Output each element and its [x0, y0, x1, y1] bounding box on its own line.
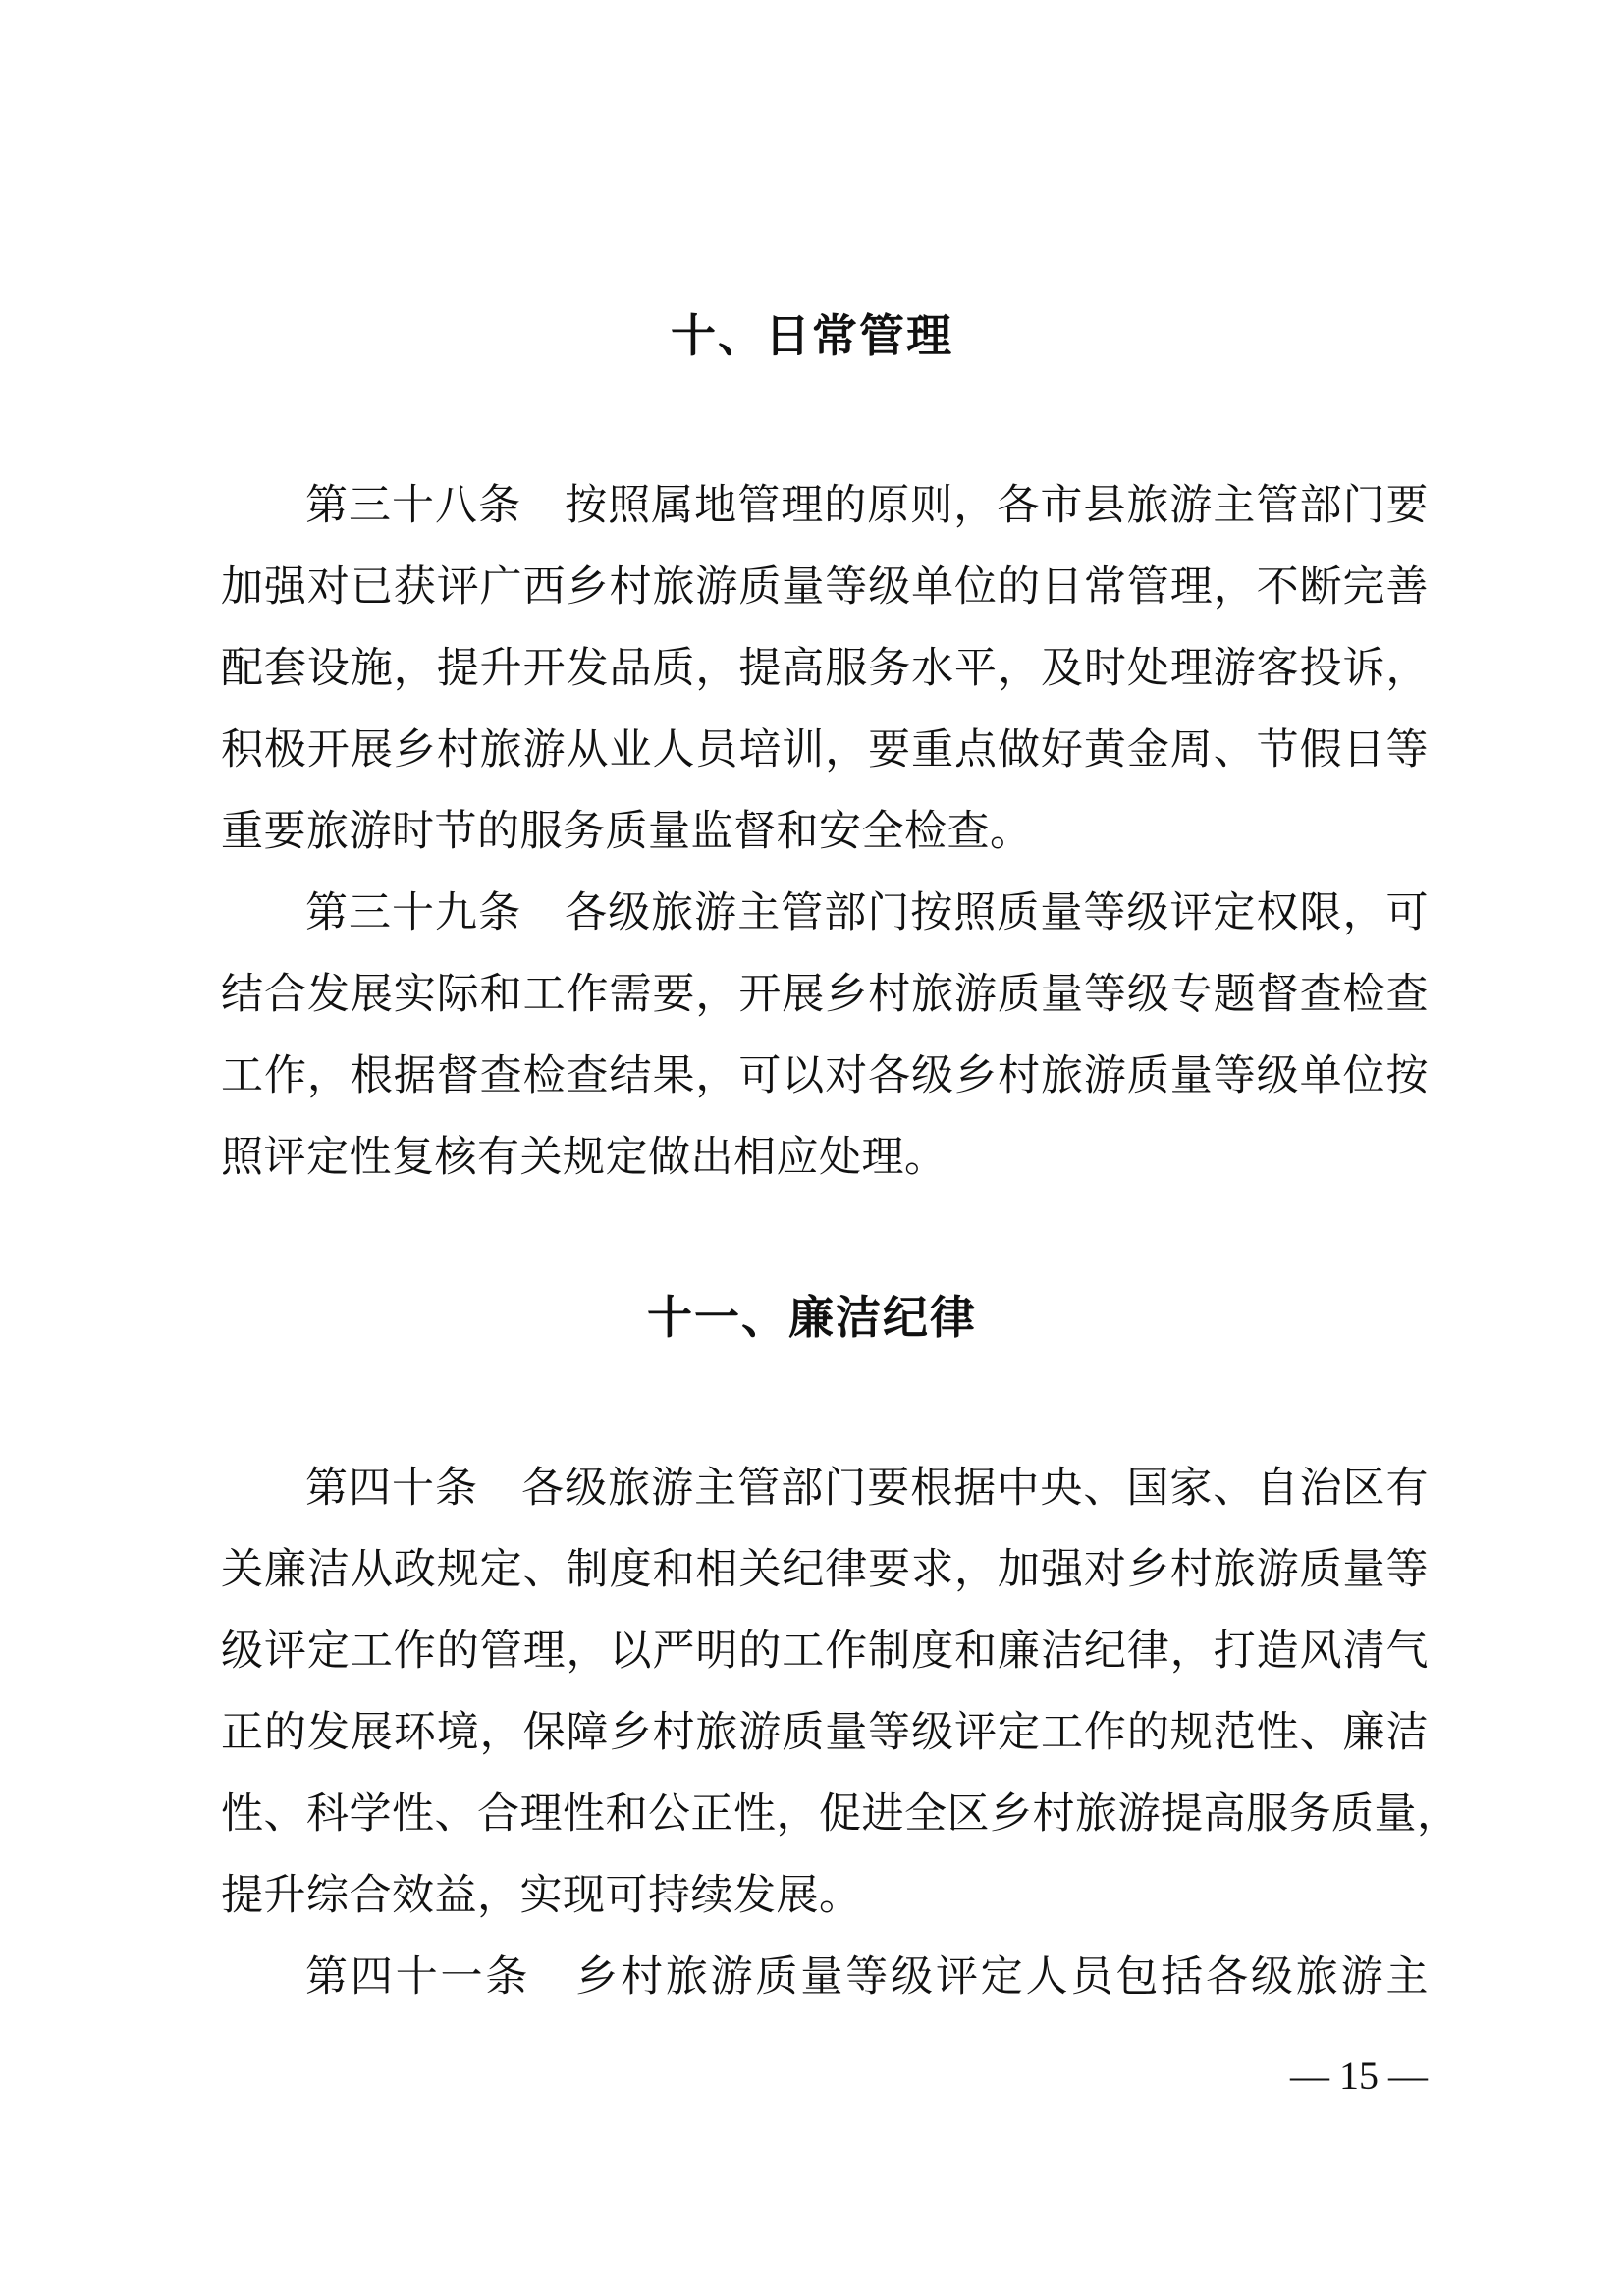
section-heading-daily-management: 十、日常管理 — [671, 309, 953, 362]
article-38-line-1: 第三十八条 按照属地管理的原则，各市县旅游主管部门要 — [305, 481, 1429, 530]
article-39-line-4: 照评定性复核有关规定做出相应处理。 — [221, 1133, 947, 1182]
article-40-line-6: 提升综合效益，实现可持续发展。 — [221, 1871, 862, 1920]
section-heading-integrity-discipline: 十一、廉洁纪律 — [647, 1291, 977, 1344]
article-38-line-5: 重要旅游时节的服务质量监督和安全检查。 — [221, 807, 1033, 856]
article-38-line-4: 积极开展乡村旅游从业人员培训，要重点做好黄金周、节假日等 — [221, 725, 1429, 774]
article-40-line-2: 关廉洁从政规定、制度和相关纪律要求，加强对乡村旅游质量等 — [221, 1545, 1429, 1594]
article-38-line-3: 配套设施，提升开发品质，提高服务水平，及时处理游客投诉， — [221, 644, 1429, 693]
article-40-line-5: 性、科学性、合理性和公正性，促进全区乡村旅游提高服务质量， — [221, 1789, 1460, 1839]
article-39-line-2: 结合发展实际和工作需要，开展乡村旅游质量等级专题督查检查 — [221, 970, 1429, 1019]
article-40-line-1: 第四十条 各级旅游主管部门要根据中央、国家、自治区有 — [305, 1464, 1429, 1513]
page-number: — 15 — — [1290, 2054, 1428, 2098]
article-38-line-2: 加强对已获评广西乡村旅游质量等级单位的日常管理，不断完善 — [221, 562, 1429, 612]
article-41-line-1: 第四十一条 乡村旅游质量等级评定人员包括各级旅游主 — [305, 1952, 1429, 2002]
article-39-line-1: 第三十九条 各级旅游主管部门按照质量等级评定权限，可 — [305, 888, 1429, 937]
article-39-line-3: 工作，根据督查检查结果，可以对各级乡村旅游质量等级单位按 — [221, 1051, 1429, 1100]
article-40-line-3: 级评定工作的管理，以严明的工作制度和廉洁纪律，打造风清气 — [221, 1627, 1429, 1676]
article-40-line-4: 正的发展环境，保障乡村旅游质量等级评定工作的规范性、廉洁 — [221, 1708, 1429, 1757]
